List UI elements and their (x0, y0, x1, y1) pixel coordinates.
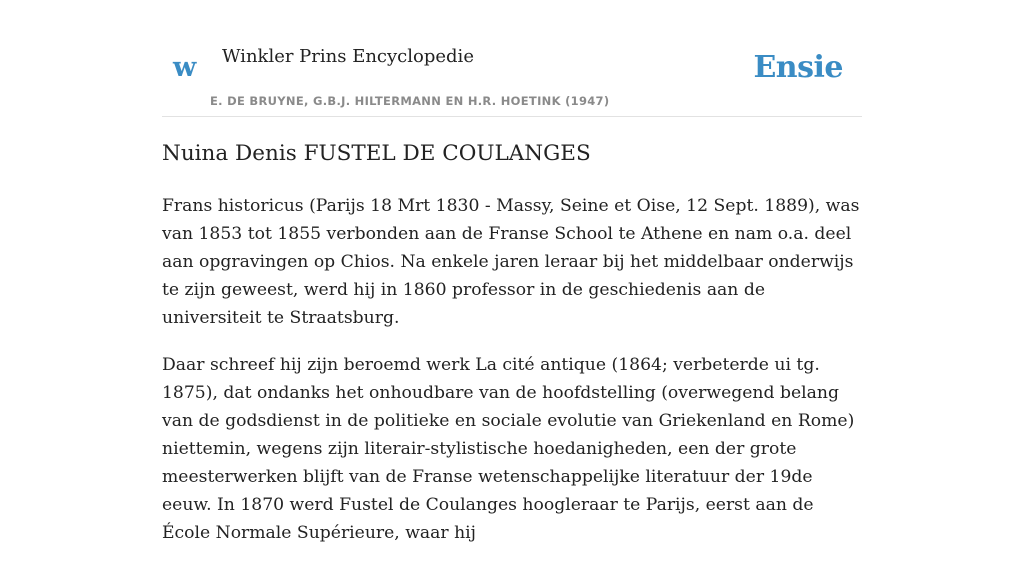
source-authors: E. DE BRUYNE, G.B.J. HILTERMANN EN H.R. HOETINK (1947) (210, 94, 610, 108)
article-title: Nuina Denis FUSTEL DE COULANGES (162, 141, 591, 166)
article-paragraph: Daar schreef hij zijn beroemd werk La cité antique (1864; verbeterde ui tg. 1875), dat ondanks het onhoudbare van de hoofdstelling (overwegend belang van de godsdienst in de politieke en sociale evolutie van Griekenland en Rome) niettemin, wegens zijn literair-stylistische hoedanigheden, een der grote meesterwerken blijft van de Franse wetenschappelijke literatuur der 19de eeuw. In 1870 werd Fustel de Coulanges hoogleraar te Parijs, eerst aan de École Normale Supérieure, waar hij (162, 355, 855, 543)
article-body (162, 192, 864, 547)
article (162, 138, 864, 566)
source-title[interactable]: Winkler Prins Encyclopedie (222, 46, 474, 67)
source-header (162, 0, 862, 117)
source-logo-icon[interactable]: w (173, 52, 197, 83)
ensie-logo[interactable]: Ensie (753, 50, 843, 85)
article-paragraph: Frans historicus (Parijs 18 Mrt 1830 - Massy, Seine et Oise, 12 Sept. 1889), was van 1853 tot 1855 verbonden aan de Franse School te Athene en nam o.a. deel aan opgravingen op Chios. Na enkele jaren leraar bij het middelbaar onderwijs te zijn geweest, werd hij in 1860 professor in de geschiedenis aan de universiteit te Straatsburg. (162, 196, 860, 328)
